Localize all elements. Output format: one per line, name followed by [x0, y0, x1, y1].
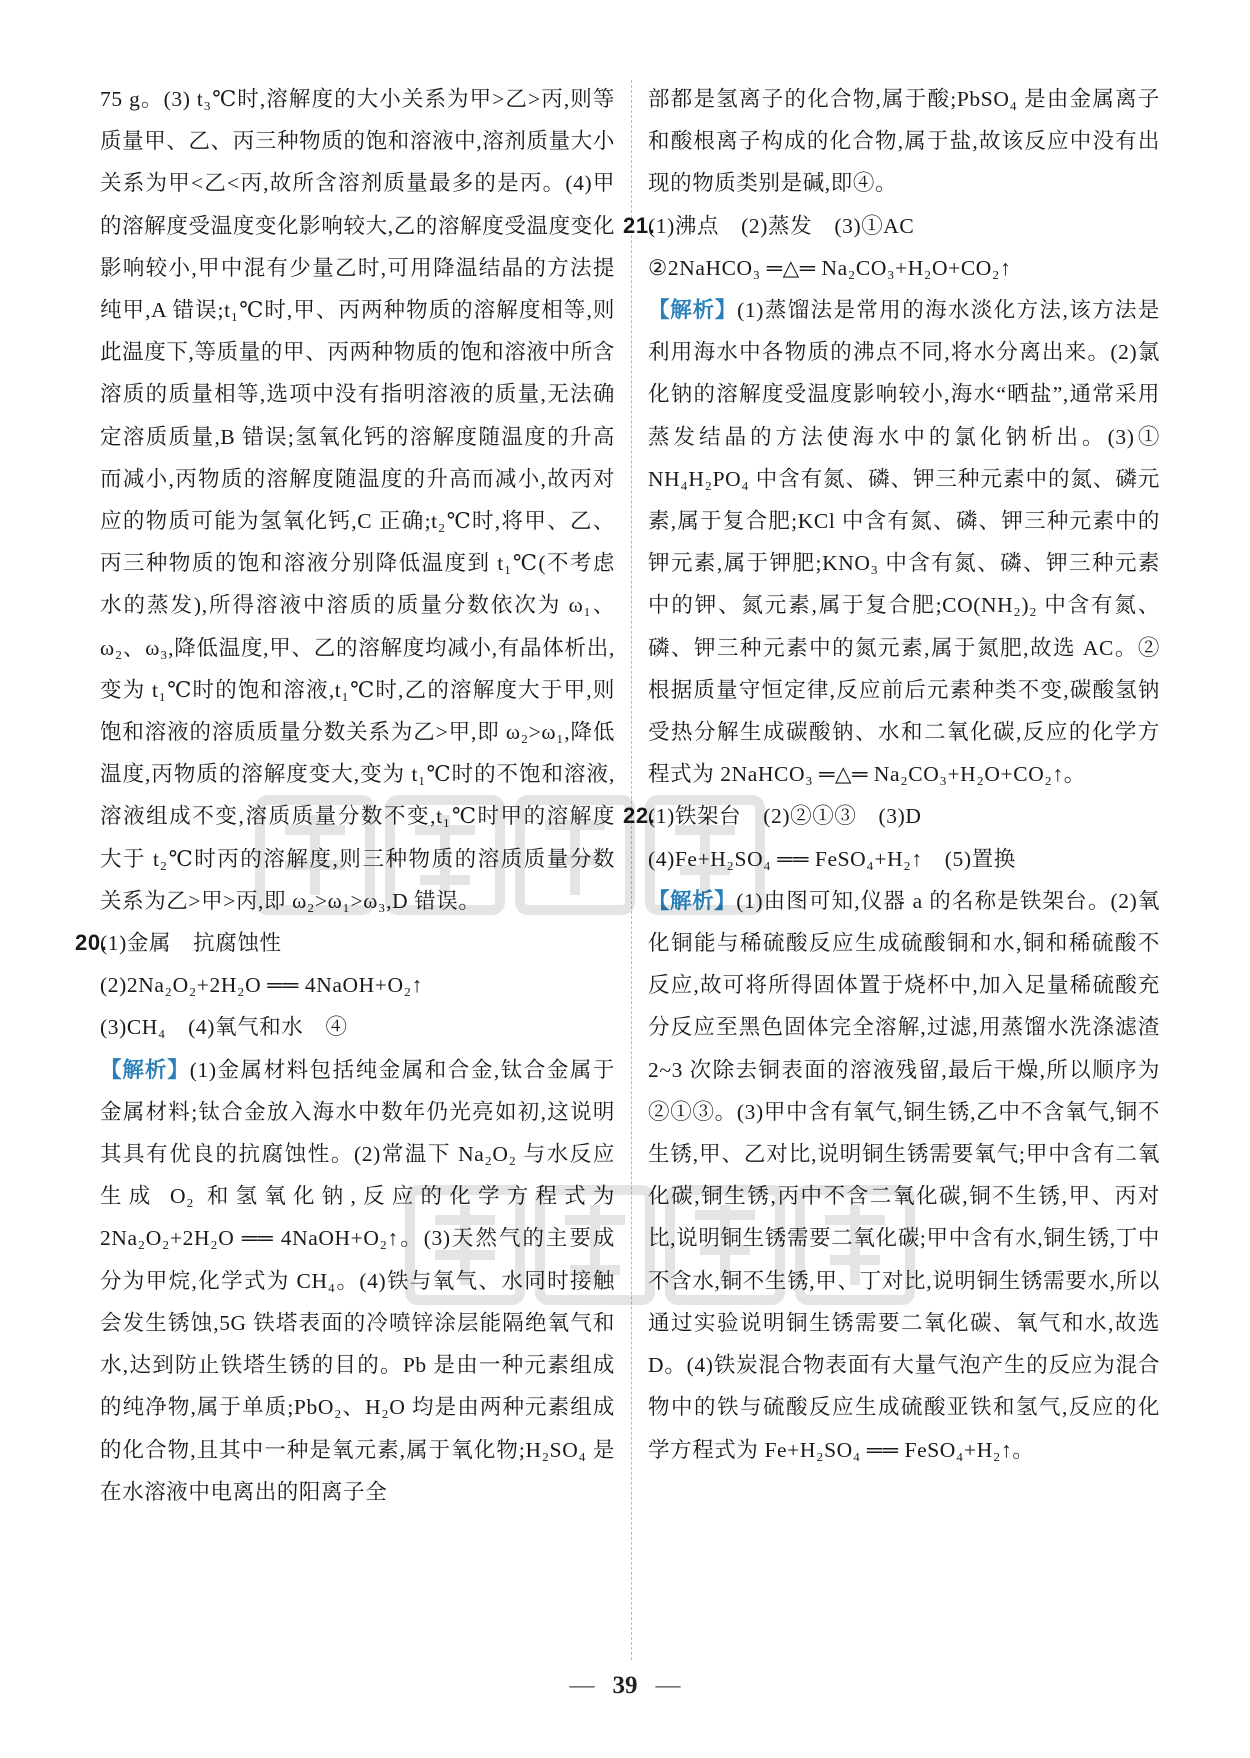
right-column	[623, 78, 1160, 1471]
analysis-paragraph	[648, 880, 1160, 1471]
page-number-value: 39	[612, 1672, 638, 1699]
analysis-tag: 【解析】	[648, 298, 738, 323]
answer-line: (1)金属 抗腐蚀性	[100, 931, 282, 956]
column-divider	[631, 80, 632, 1660]
page-number-dash: —	[569, 1672, 595, 1699]
question-number: 20.	[75, 930, 108, 956]
answer-equation: (2)2Na₂O₂+2H₂O ══ 4NaOH+O₂↑	[100, 973, 424, 998]
question-20	[75, 922, 615, 1513]
analysis-text: (1)蒸馏法是常用的海水淡化方法,该方法是利用海水中各物质的沸点不同,将水分离出来。(2)氯化钠的溶解度受温度影响较小,海水“晒盐”,通常采用蒸发结晶的方法使海水中的氯化钠析出。(3)① NH₄H₂PO₄ 中含有氮、磷、钾三种元素中的氮、磷元素,属于复合肥;KCl 中含有氮、磷、钾三种元素中的钾元素,属于钾肥;KNO₃ 中含有氮、磷、钾三种元素中的钾、氮元素,属于复合肥;CO(NH₂)₂ 中含有氮、磷、钾三种元素中的氮元素,属于氮肥,故选 AC。②根据质量守恒定律,反应前后元素种类不变,碳酸氢钠受热分解生成碳酸钠、水和二氧化碳,反应的化学方程式为 2NaHCO₃ ═△═ Na₂CO₃+H₂O+CO₂↑。	[648, 298, 1160, 787]
answer-line: (3)CH₄ (4)氧气和水 ④	[100, 1015, 348, 1040]
q19-analysis-continuation: 75 g。(3) t₃℃时,溶解度的大小关系为甲>乙>丙,则等质量甲、乙、丙三种物质的饱和溶液中,溶剂质量大小关系为甲<乙<丙,故所含溶剂质量最多的是丙。(4)甲的溶解度受温度变化影响较大,乙的溶解度受温度变化影响较小,甲中混有少量乙时,可用降温结晶的方法提纯甲,A 错误;t₁℃时,甲、丙两种物质的溶解度相等,则此温度下,等质量的甲、丙两种物质的饱和溶液中所含溶质的质量相等,选项中没有指明溶液的质量,无法确定溶质质量,B 错误;氢氧化钙的溶解度随温度的升高而减小,丙物质的溶解度随温度的升高而减小,故丙对应的物质可能为氢氧化钙,C 正确;t₂℃时,将甲、乙、丙三种物质的饱和溶液分别降低温度到 t₁℃(不考虑水的蒸发),所得溶液中溶质的质量分数依次为 ω₁、ω₂、ω₃,降低温度,甲、乙的溶解度均减小,有晶体析出,变为 t₁℃时的饱和溶液,t₁℃时,乙的溶解度大于甲,则饱和溶液的溶质质量分数关系为乙>甲,即 ω₂>ω₁,降低温度,丙物质的溶解度变大,变为 t₁℃时的不饱和溶液,溶液组成不变,溶质质量分数不变,t₁℃时甲的溶解度大于 t₂℃时丙的溶解度,则三种物质的溶质质量分数关系为乙>甲>丙,即 ω₂>ω₁>ω₃,D 错误。	[100, 87, 615, 913]
page-number-dash: —	[655, 1672, 681, 1699]
left-column	[75, 78, 615, 1513]
analysis-tag: 【解析】	[100, 1057, 190, 1082]
question-number: 22.	[623, 803, 656, 829]
q20-analysis-continuation: 部都是氢离子的化合物,属于酸;PbSO₄ 是由金属离子和酸根离子构成的化合物,属于盐,故该反应中没有出现的物质类别是碱,即④。	[648, 87, 1160, 196]
answer-line: (1)铁架台 (2)②①③ (3)D	[648, 804, 922, 829]
question-22	[623, 795, 1160, 1470]
answer-equation: (4)Fe+H₂SO₄ ══ FeSO₄+H₂↑ (5)置换	[648, 846, 1016, 871]
analysis-paragraph	[100, 1049, 615, 1513]
question-21	[623, 205, 1160, 796]
analysis-text: (1)金属材料包括纯金属和合金,钛合金属于金属材料;钛合金放入海水中数年仍光亮如初,这说明其具有优良的抗腐蚀性。(2)常温下 Na₂O₂ 与水反应生成 O₂ 和氢氧化钠,反应的化学方程式为 2Na₂O₂+2H₂O ══ 4NaOH+O₂↑。(3)天然气的主要成分为甲烷,化学式为 CH₄。(4)铁与氧气、水同时接触会发生锈蚀,5G 铁塔表面的冷喷锌涂层能隔绝氧气和水,达到防止铁塔生锈的目的。Pb 是由一种元素组成的纯净物,属于单质;PbO₂、H₂O 均是由两种元素组成的化合物,且其中一种是氧元素,属于氧化物;H₂SO₄ 是在水溶液中电离出的阳离子全	[100, 1057, 615, 1504]
analysis-tag: 【解析】	[648, 888, 737, 913]
analysis-text: (1)由图可知,仪器 a 的名称是铁架台。(2)氧化铜能与稀硫酸反应生成硫酸铜和水,铜和稀硫酸不反应,故可将所得固体置于烧杯中,加入足量稀硫酸充分反应至黑色固体完全溶解,过滤,用蒸馏水洗涤滤渣 2~3 次除去铜表面的溶液残留,最后干燥,所以顺序为②①③。(3)甲中含有氧气,铜生锈,乙中不含氧气,铜不生锈,甲、乙对比,说明铜生锈需要氧气;甲中含有二氧化碳,铜生锈,丙中不含二氧化碳,铜不生锈,甲、丙对比,说明铜生锈需要二氧化碳;甲中含有水,铜生锈,丁中不含水,铜不生锈,甲、丁对比,说明铜生锈需要水,所以通过实验说明铜生锈需要二氧化碳、氧气和水,故选 D。(4)铁炭混合物表面有大量气泡产生的反应为混合物中的铁与硫酸反应生成硫酸亚铁和氢气,反应的化学方程式为 Fe+H₂SO₄ ══ FeSO₄+H₂↑。	[648, 888, 1160, 1462]
answer-equation: ②2NaHCO₃ ═△═ Na₂CO₃+H₂O+CO₂↑	[648, 255, 1012, 280]
answer-line: (1)沸点 (2)蒸发 (3)①AC	[648, 213, 915, 238]
question-number: 21.	[623, 212, 656, 238]
analysis-paragraph	[648, 289, 1160, 795]
page-number	[0, 1672, 1250, 1700]
